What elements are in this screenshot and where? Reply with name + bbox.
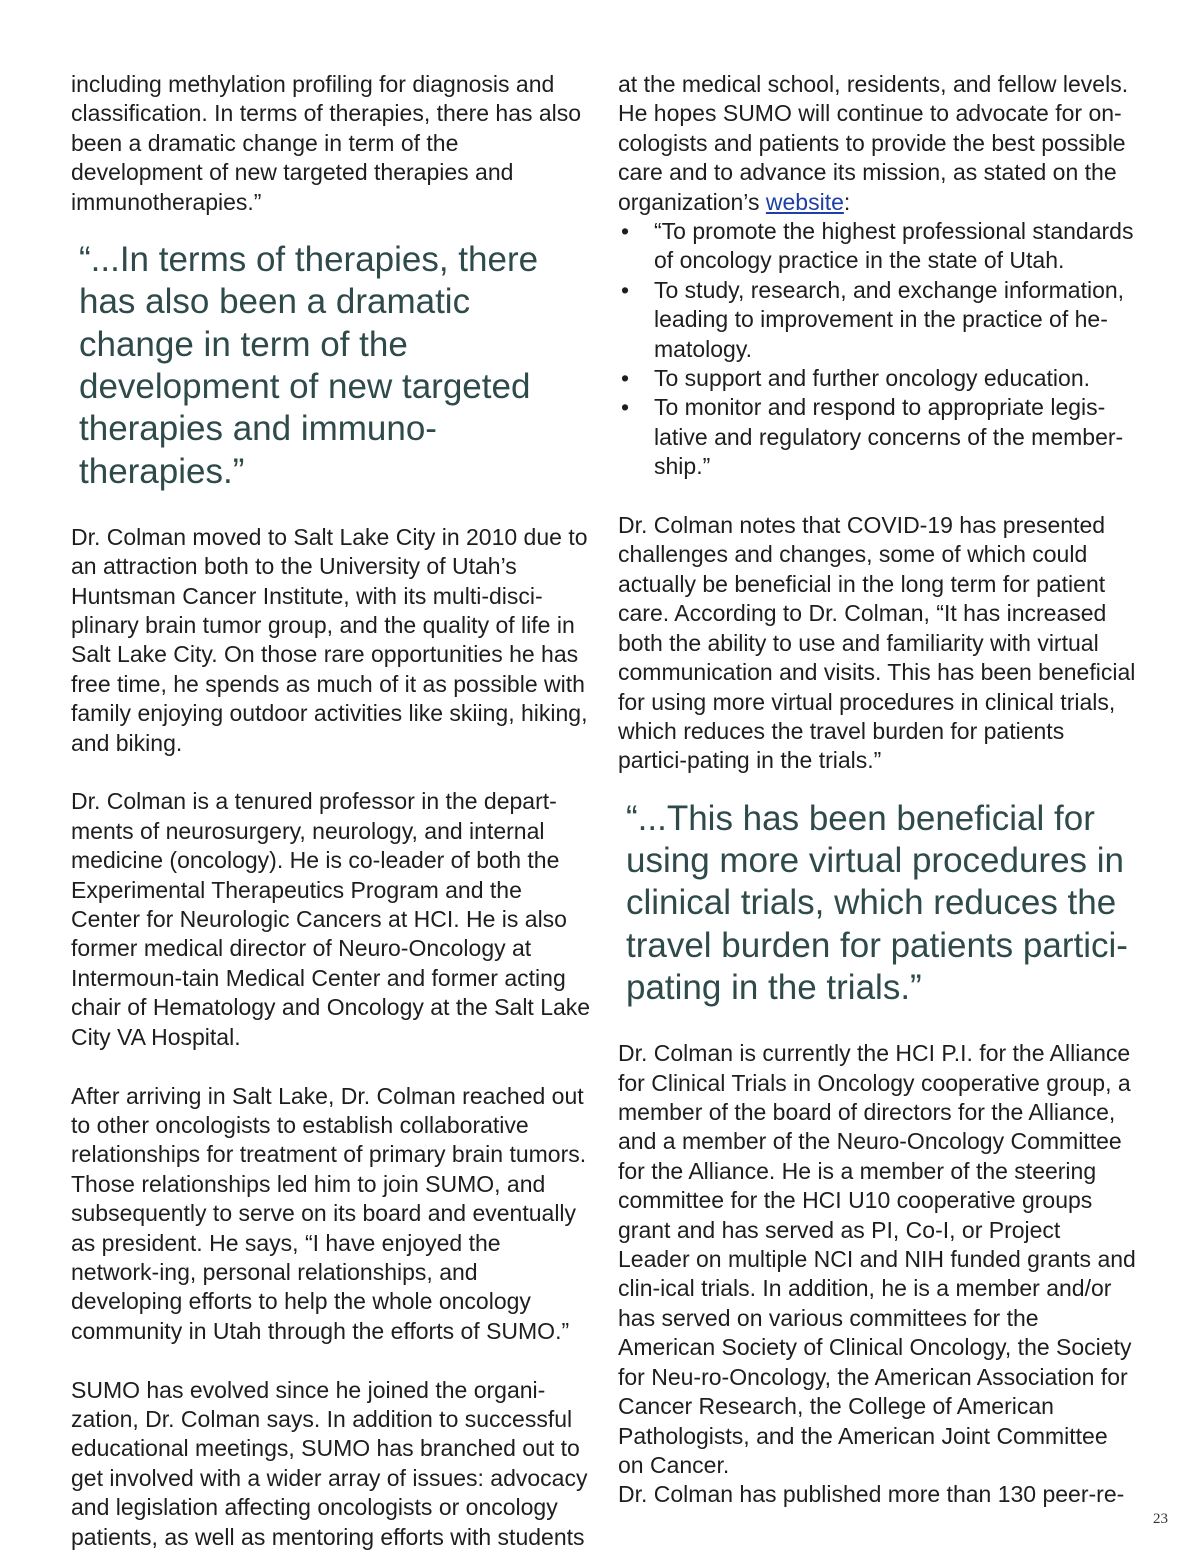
- list-item-text: To monitor and respond to appropriate legis-lative and regulatory concerns of the member-ship.”: [654, 394, 1124, 480]
- right-column: [618, 70, 1138, 1510]
- left-pull-quote: “...In terms of therapies, there has also been a dramatic change in term of the development of new targeted therapies and immuno-therapies.”: [79, 240, 539, 491]
- bullet-icon: •: [621, 394, 630, 421]
- right-paragraph-1: [618, 70, 1138, 217]
- left-paragraph-4: After arriving in Salt Lake, Dr. Colman reached out to other oncologists to establish collaborative relationships for treatment of primary brain tumors. Those relationships led him to join SUMO, and subsequently to serve on its board and eventually as president. He says, “I have enjoyed the network-ing, personal relationships, and developing efforts to help the whole oncology community in Utah through the efforts of SUMO.”: [71, 1082, 587, 1344]
- paragraph-spacer: [618, 482, 1138, 511]
- bullet-icon: •: [621, 218, 630, 245]
- paragraph-spacer: [71, 1052, 591, 1081]
- right-paragraph-3: Dr. Colman is currently the HCI P.I. for the Alliance for Clinical Trials in Oncology cooperative group, a member of the board of directors for the Alliance, and a member of the Neuro-Oncology Committee for the Alliance. He is a member of the steering committee for the HCI U10 cooperative groups grant and has served as PI, Co-I, or Project Leader on multiple NCI and NIH funded grants and clin-ical trials. In addition, he is a member and/or has served on various committees for the American Society of Clinical Oncology, the Society for Neu-ro-Oncology, the American Association for Cancer Research, the College of American Pathologists, and the American Joint Committee on Cancer.: [618, 1040, 1136, 1478]
- right-pull-quote: “...This has been beneficial for using more virtual procedures in clinical trials, which reduces the travel burden for patients partici-pating in the trials.”: [626, 798, 1128, 1007]
- right-paragraph-4: Dr. Colman has published more than 130 peer-re-: [618, 1481, 1125, 1508]
- left-paragraph-2: Dr. Colman moved to Salt Lake City in 2010 due to an attraction both to the University of Utah’s Huntsman Cancer Institute, with its multi-disci-plinary brain tumor group, and the quality of life in Salt Lake City. On those rare opportunities he has free time, he spends as much of it as possible with family enjoying outdoor activities like skiing, hiking, and biking.: [71, 523, 588, 756]
- bullet-icon: •: [621, 365, 630, 392]
- right-paragraph-2: Dr. Colman notes that COVID-19 has presented challenges and changes, some of which could actually be beneficial in the long term for patient care. According to Dr. Colman, “It has increased both the ability to use and familiarity with virtual communication and visits. This has been beneficial for using more virtual procedures in clinical trials, which reduces the travel burden for patients partici-pating in the trials.”: [618, 512, 1136, 774]
- right-paragraph-1-colon: :: [843, 188, 851, 215]
- bullet-icon: •: [621, 276, 630, 303]
- list-item-text: To study, research, and exchange information, leading to improvement in the practice of he-matology.: [654, 276, 1125, 362]
- list-item: [618, 393, 1138, 481]
- website-link[interactable]: website: [765, 188, 844, 215]
- list-item: [618, 276, 1138, 364]
- left-paragraph-3: Dr. Colman is a tenured professor in the depart-ments of neurosurgery, neurology, and internal medicine (oncology). He is co-leader of both the Experimental Therapeutics Program and the Center for Neurologic Cancers at HCI. He is also former medical director of Neuro-Oncology at Intermoun-tain Medical Center and former acting chair of Hematology and Oncology at the Salt Lake City VA Hospital.: [71, 788, 591, 1050]
- list-item: [618, 217, 1138, 276]
- left-column: [71, 70, 591, 1552]
- mission-list: [618, 217, 1138, 482]
- page-number: 23: [1153, 1511, 1168, 1527]
- list-item-text: “To promote the highest professional standards of oncology practice in the state of Utah.: [654, 218, 1134, 274]
- left-paragraph-5: SUMO has evolved since he joined the organi-zation, Dr. Colman says. In addition to successful educational meetings, SUMO has branched out to get involved with a wider array of issues: advocacy and legislation affecting oncologists or oncology patients, as well as mentoring efforts with students: [71, 1376, 588, 1550]
- paragraph-spacer: [71, 758, 591, 787]
- left-paragraph-1: including methylation profiling for diagnosis and classification. In terms of therapies, there has also been a dramatic change in term of the development of new targeted therapies and immunotherapies.”: [71, 71, 582, 215]
- list-item: [618, 364, 1138, 393]
- right-paragraph-1-text: at the medical school, residents, and fellow levels. He hopes SUMO will continue to advocate for on-cologists and patients to provide the best possible care and to advance its mission, as stated on the organization’s: [618, 71, 1129, 215]
- list-item-text: To support and further oncology education.: [654, 365, 1091, 392]
- paragraph-spacer: [71, 1346, 591, 1375]
